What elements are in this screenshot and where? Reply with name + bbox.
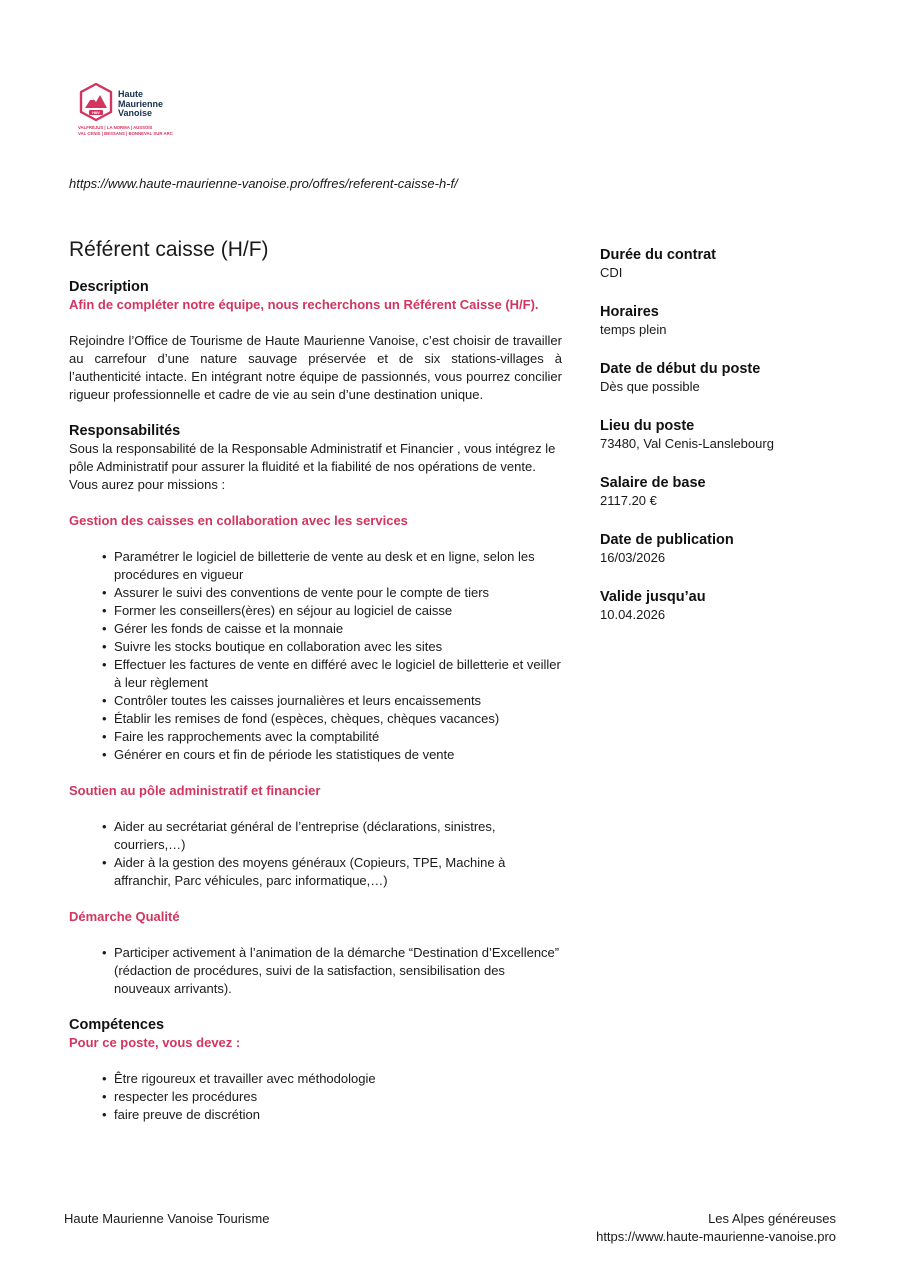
section-title: Soutien au pôle administratif et financier (69, 783, 321, 798)
detail-value: 16/03/2026 (600, 550, 666, 565)
list-item: • Aider au secrétariat général de l’entreprise (déclarations, sinistres, courriers,…) (114, 818, 562, 854)
detail-value: 2117.20 € (600, 493, 657, 508)
section-title: Démarche Qualité (69, 909, 180, 924)
detail-publication-date (600, 531, 840, 567)
responsabilites-heading: Responsabilités (69, 423, 181, 439)
detail-start-date (600, 360, 840, 396)
soutien-list (69, 818, 562, 890)
logo-line-3: Vanoise (118, 108, 153, 118)
mountain-hexagon-icon (78, 82, 114, 122)
caisses-list (69, 548, 562, 764)
description-lead: Afin de compléter notre équipe, nous recherchons un Référent Caisse (H/F). (69, 297, 539, 312)
detail-label: Horaires (600, 304, 659, 320)
competences-list (69, 1070, 562, 1124)
list-item: • Participer activement à l’animation de la démarche “Destination d’Excellence” (rédaction de procédures, suivi de la satisfaction, sensibilisation des nouveaux arrivants). (114, 944, 562, 998)
detail-valid-until (600, 588, 840, 624)
competences-heading: Compétences (69, 1017, 165, 1033)
page-url[interactable]: https://www.haute-maurienne-vanoise.pro/offres/referent-caisse-h-f/ (69, 176, 458, 191)
list-item: • Aider à la gestion des moyens généraux (Copieurs, TPE, Machine à affranchir, Parc véhicules, parc informatique,…) (114, 854, 562, 890)
competences-lead: Pour ce poste, vous devez : (69, 1035, 241, 1050)
list-item: • faire preuve de discrétion (114, 1106, 562, 1124)
detail-value: 73480, Val Cenis-Lanslebourg (600, 436, 774, 451)
list-item: • Être rigoureux et travailler avec méthodologie (114, 1070, 562, 1088)
detail-value: CDI (600, 265, 623, 280)
list-item: • Gérer les fonds de caisse et la monnaie (114, 620, 562, 638)
logo-badge-text: HMV (92, 111, 100, 115)
detail-value: 10.04.2026 (600, 607, 666, 622)
list-item: • Faire les rapprochements avec la comptabilité (114, 728, 562, 746)
detail-label: Lieu du poste (600, 418, 695, 434)
list-item: • Effectuer les factures de vente en différé avec le logiciel de billetterie et veiller à leur règlement (114, 656, 562, 692)
list-item: • Établir les remises de fond (espèces, chèques, chèques vacances) (114, 710, 562, 728)
logo-stations-line-2: VAL CENIS | BESSANS | BONNEVAL SUR ARC (78, 130, 173, 136)
list-item: • respecter les procédures (114, 1088, 562, 1106)
list-item: • Former les conseillers(ères) en séjour au logiciel de caisse (114, 602, 562, 620)
detail-value: Dès que possible (600, 379, 700, 394)
list-item: • Paramétrer le logiciel de billetterie de vente au desk et en ligne, selon les procédures en vigueur (114, 548, 562, 584)
detail-contract (600, 246, 840, 282)
main-content (69, 236, 562, 1124)
detail-label: Durée du contrat (600, 247, 717, 263)
list-item: • Contrôler toutes les caisses journalières et leurs encaissements (114, 692, 562, 710)
footer-organization: Haute Maurienne Vanoise Tourisme (64, 1211, 270, 1226)
detail-location (600, 417, 840, 453)
detail-hours (600, 303, 840, 339)
page-title: Référent caisse (H/F) (69, 238, 269, 261)
detail-salary (600, 474, 840, 510)
logo-stations (78, 125, 173, 137)
list-item: • Assurer le suivi des conventions de vente pour le compte de tiers (114, 584, 562, 602)
detail-label: Salaire de base (600, 475, 706, 491)
footer-tagline: Les Alpes généreuses (708, 1211, 836, 1226)
section-title: Gestion des caisses en collaboration avec les services (69, 513, 408, 528)
responsabilites-intro: Sous la responsabilité de la Responsable Administratif et Financier , vous intégrez le pôle Administratif pour assurer la fluidité et la fiabilité de nos opérations de vente. Vous aurez pour missions : (69, 441, 556, 492)
logo-line-2: Maurienne (118, 98, 164, 109)
footer-website-link[interactable]: https://www.haute-maurienne-vanoise.pro (596, 1229, 836, 1244)
detail-label: Date de publication (600, 532, 734, 548)
logo (78, 82, 208, 138)
footer-right (596, 1210, 836, 1246)
description-body: Rejoindre l’Office de Tourisme de Haute Maurienne Vanoise, c’est choisir de travailler au carrefour d’une nature sauvage préservée et de six stations-villages à l’authenticité intacte. En intégrant notre équipe de passionnés, vous pourrez concilier rigueur professionnelle et cadre de vie au sein d’une destination unique. (69, 333, 562, 402)
logo-wordmark (118, 90, 163, 119)
job-details-sidebar (600, 246, 840, 645)
logo-stations-line-1: VALFRÉJUS | LA NORMA | AUSSOIS (78, 125, 153, 130)
detail-label: Valide jusqu’au (600, 589, 706, 605)
detail-value: temps plein (600, 322, 667, 337)
qualite-list (69, 944, 562, 998)
detail-label: Date de début du poste (600, 361, 761, 377)
list-item: • Générer en cours et fin de période les statistiques de vente (114, 746, 562, 764)
list-item: • Suivre les stocks boutique en collaboration avec les sites (114, 638, 562, 656)
logo-line-1: Haute (118, 89, 144, 99)
description-heading: Description (69, 279, 149, 295)
